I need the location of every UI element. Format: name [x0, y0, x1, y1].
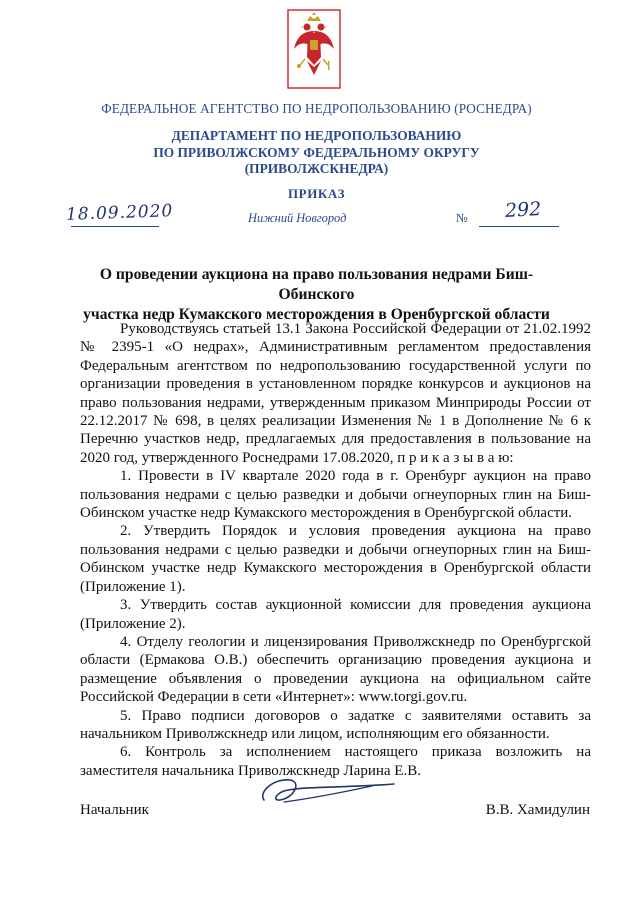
order-title-line: О проведении аукциона на право пользования недрами Биш-Обинского	[99, 266, 534, 303]
order-title	[66, 265, 567, 325]
signatory-position: Начальник	[80, 802, 149, 818]
agency-name: ФЕДЕРАЛЬНОЕ АГЕНТСТВО ПО НЕДРОПОЛЬЗОВАНИЮ (РОСНЕДРА)	[101, 101, 532, 116]
department-line: (ПРИВОЛЖСКНЕДРА)	[244, 161, 389, 176]
date-underline	[71, 226, 159, 227]
signature-icon	[254, 770, 404, 810]
coat-of-arms-icon	[287, 9, 341, 89]
number-underline	[479, 226, 559, 227]
department-line: ПО ПРИВОЛЖСКОМУ ФЕДЕРАЛЬНОМУ ОКРУГУ	[153, 144, 480, 160]
body-paragraph-preamble: Руководствуясь статьей 13.1 Закона Российской Федерации от 21.02.1992 № 2395-1 «О недрах», Административным регламентом предоставления Федеральным агентством по недропользованию государственной услуги по организации проведения в установленном порядке конкурсов и аукционов на право пользования недрами, утвержденным приказом Минприроды России от 22.12.2017 № 698, в целях реализации Изменения № 1 в Дополнение № 6 к Перечню участков недр, предлагаемых для предоставления в пользование на 2020 год, утвержденного Роснедрами 17.08.2020, п р и к а з ы в а ю:	[80, 321, 591, 466]
document-date: 18.09.2020	[65, 201, 174, 225]
department-line: ДЕПАРТАМЕНТ ПО НЕДРОПОЛЬЗОВАНИЮ	[171, 128, 462, 143]
document-city: Нижний Новгород	[248, 211, 347, 225]
body-paragraph-item-1: 1. Провести в IV квартале 2020 года в г. Оренбург аукцион на право пользования недрами с целью разведки и добычи огнеупорных глин на Биш-Обинском участке недр Кумакского месторождения в Оренбургской области.	[80, 468, 591, 522]
body-paragraph-item-6: 6. Контроль за исполнением настоящего приказа возложить на заместителя начальника Приволжскнедр Ларина Е.В.	[80, 744, 591, 779]
document-number: 292	[504, 198, 542, 222]
body-paragraph-item-4: 4. Отделу геологии и лицензирования Приволжскнедр по Оренбургской области (Ермакова О.В.) обеспечить организацию проведения аукциона и размещение объявления о проведении аукциона на официальном сайте Российской Федерации в сети «Интернет»: www.torgi.gov.ru.	[80, 633, 591, 706]
body-paragraph-item-3: 3. Утвердить состав аукционной комиссии для проведения аукциона (Приложение 2).	[80, 597, 591, 632]
signatory-name: В.В. Хамидулин	[485, 802, 590, 818]
order-title-line: участка недр Кумакского месторождения в Оренбургской области	[83, 306, 550, 323]
body-paragraph-item-2: 2. Утвердить Порядок и условия проведения аукциона на право пользования недрами с целью разведки и добычи огнеупорных глин на Биш-Обинском участке недр Кумакского месторождения в Оренбургской области (Приложение 1).	[80, 523, 591, 595]
order-body	[80, 320, 591, 780]
number-sign: №	[456, 211, 468, 225]
department-name	[0, 128, 633, 178]
document-type: ПРИКАЗ	[287, 186, 346, 201]
body-paragraph-item-5: 5. Право подписи договоров о задатке с заявителями оставить за начальником Приволжскнедр или лицом, исполняющим его обязанности.	[80, 707, 591, 742]
